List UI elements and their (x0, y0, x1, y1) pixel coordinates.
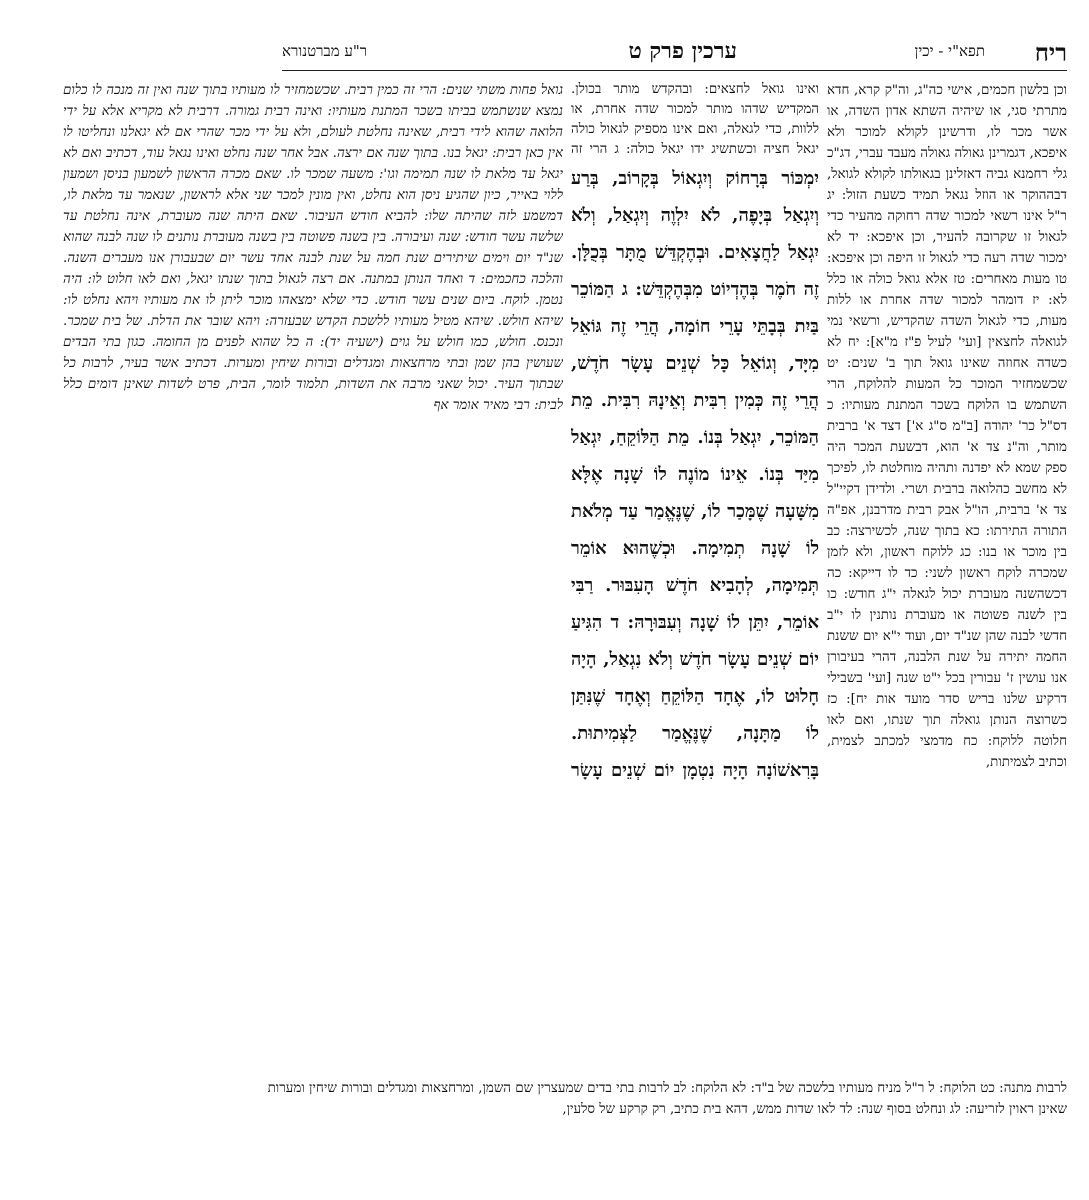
page-number: ריח (1034, 38, 1067, 67)
bottom-right-lines: לרבות מתנה: כט הלוקח: ל ר"ל מניח מעותיו בלשכה של ב"ד: לא הלוקח: לב לרבות בתי בדים שמעצרין שם השמן, ומרחצאות ומגדלים ובורות שיחין ומערות (267, 1081, 1067, 1096)
header-bartenura-label: ר"ע מברטנורא (282, 42, 368, 60)
bottom-full-line: שאינן ראוין לזריעה: לג ונחלט בסוף שנה: לד לאו שדות ממש, דהא בית כתיב, רק קרקע של סלעין, (562, 1102, 1067, 1117)
header-tractate-title: ערכין פרק ט (628, 38, 737, 64)
tiferet-commentary-text: וכן בלשון חכמים, אישי כה"ג, וה"ק קרא, חדא מתרתי סגי, או שיהיה השתא אדון השדה, או אשר מכר לו, ודרשינן לקולא למוכר ולא איפכא, דגמרינן גאולה גאולה מעבד עברי, דג"כ גלי רחמנא גביה דאזלינן בגאולתו לקולא לגואל, דבההוקר או הוזל נגאל תמיד כשעת הזול: יג ר"ל אינו רשאי למכור שדה רחוקה מהעיר כדי לגאול זו שקרובה להעיר, וכן איפכא: יד לא ימכור שדה רעה כדי לגאול זו היפה וכן איפכא: טו מעות מאחרים: טז אלא גואל כולה או כלל לא: יז דומהר למכור שדה אחרת או ללות מעות, כדי לגאול השדה שהקדיש, ורשאי נמי לגואלה לחצאין [ועי' לעיל פ"ז מ"א]: יח לא כשדה אחוזה שאינו גואל תוך ב' שנים: יט שכשמחזיר המוכר כל המעות להלוקח, הרי השתמש בו הלוקח בשכר המתנת מעותיו: כ דס"ל כר' יהודה [ב"מ ס"ג א'] דצד א' ברבית מותר, וה"נ צד א' הוא, דבשעת המכר היה ספק שמא לא יפדנה ותהיה מוחלטת לו, לפיכך לא מחשב כהלואה ברבית ושרי. ולדידן דקיי"ל צד א' ברבית, הו"ל אבק רבית מדרבנן, אפ"ה התורה התירתו: כא בתוך שנה, לכשירצה: כב בין מוכר או בנו: כג ללוקח ראשון, ולא לזמן שמכרה לוקח ראשון לשני: כד לו דייקא: כה דכשהשנה מעוברת יכול לגאלה י"ג חודש: כו בין לשנה פשוטה או מעוברת נותנין לו י"ב חדשי לבנה שהן שנ"ד יום, ועוד י"א יום ששנת החמה יתירה על שנת הלבנה, דהרי בעיבורן אנו עושין ז' עבורין בכל י"ט שנה [ועי' בשבילי דרקיע שלנו בריש סדר מועד אות יח]: כז כשרוצה הנותן גואלה תוך שנתו, ואם לאו חלוטה ללוקח: כח מדמצי למכתב לצמית, וכתיב לצמיתות, (827, 83, 1067, 770)
bartenura-commentary-text: גואל פחות משתי שנים: הרי זה כמין רבית. שכשמחזיר לו מעותיו בתוך שנה ואין זה מנכה לו כלום נמצא שנשתמש בביתו בשכר המתנת מעותיו: ואינה רבית גמורה. דרבית לא מקריא אלא על ידי הלואה שהוא לידי רבית, שאינה נחלטת לעולם, ולא על ידי מכר שהרי אם לא יגאלנו ונחליטו לו אין כאן רבית: יגאל בנו. בתוך שנה אם ירצה. אבל אחר שנה נחלט ואינו נגאל עוד, דכתיב ואם לא יגאל עד מלאת לו שנה תמימה וגו': משעה שמכר לו. שאם מכרה הראשון לשמעון בניסן ושמעון ללוי באייר, כיון שהגיע ניסן הוא נחלט, ואין מונין למכר שני אלא לראשון, שנאמר עד מלאת לו, דמשמע לזה שהיתה שלו: להביא חודש העיבור. שאם היתה שנה מעוברת, אינה נחלטת עד שלשה עשר חודש: שנה ועיבורה. בין בשנה פשוטה בין בשנה מעוברת נותנים לו שנה לבנה שהוא שנ"ד יום וימים שיתירים שנת חמה על שנת לבנה אחד עשר יום שבעבורן אנו מעברים השנה. והלכה כחכמים: ד ואחד הנותן במתנה. אם רצה לגאול בתוך שנתו יגאל, ואם לאו חלוט לו: היה נטמן. לוקח. ביום שנים עשר חודש. כדי שלא ימצאהו מוכר ליתן לו את מעותיו ויהא נחלט לו: שיהא חולש. שיהא מטיל מעותיו ללשכת הקדש שבעזרה: ויהא שובר את הדלת. של בית שמכר. ונכנס. חולש, כמו חולש על גוים (ישעיה יד): ה כל שהוא לפנים מן החומה. כגון בתי הבדים שעושין בהן שמן ובתי מרחצאות ומגדלים ובורות שיחין ומערות. דכתיב אשר בעיר, לרבות כל שבתוך העיר. יכול שאני מרבה את השדות, תלמוד לומר, הבית, פרט לשדות שאינן דומים כלל לבית: רבי מאיר אומר אף (63, 83, 563, 413)
running-header (282, 38, 1067, 68)
tiferet-commentary-column (827, 80, 1067, 820)
bartenura-commentary-column (63, 80, 563, 1080)
bartenura-top-band (571, 80, 819, 160)
header-tiferet-label: תפא"י - יכין (914, 42, 985, 60)
mishna-text: יִמְכּוֹר בְּרָחוֹק וְיִגְאוֹל בְּקָרוֹב, בְּרַע וְיִגְאַל בְּיָפֶה, לֹא יִלְוֶה וְיִגְאַל, וְלֹא יִגְאַל לַחֲצָאִים. וּבְהֶקְדֵּשׁ מֻתָּר בְּכֻלָּן. זֶה חֹמֶר בְּהֶדְיוֹט מִבְּהֶקְדֵּשׁ: ג הַמּוֹכֵר בַּיִת בְּבָתֵּי עָרֵי חוֹמָה, הֲרֵי זֶה גּוֹאֵל מִיָּד, וְגוֹאֵל כָּל שְׁנֵים עָשָׂר חֹדֶשׁ, הֲרֵי זֶה כְּמִין רִבִּית וְאֵינָהּ רִבִּית. מֵת הַמּוֹכֵר, יִגְאַל בְּנוֹ. מֵת הַלּוֹקֵחַ, יִגְאַל מִיַּד בְּנוֹ. אֵינוֹ מוֹנֶה לוֹ שָׁנָה אֶלָּא מִשָּׁעָה שֶׁמָּכַר לוֹ, שֶׁנֶּאֱמַר עַד מְלֹאת לוֹ שָׁנָה תְמִימָה. וּכְשֶׁהוּא אוֹמֵר תְּמִימָה, לְהָבִיא חֹדֶשׁ הָעִבּוּר. רַבִּי אוֹמֵר, יִתֵּן לוֹ שָׁנָה וְעִבּוּרָהּ: ד הִגִּיעַ יוֹם שְׁנֵים עָשָׂר חֹדֶשׁ וְלֹא נִגְאַל, הָיָה חָלוּט לוֹ, אֶחָד הַלּוֹקֵחַ וְאֶחָד שֶׁנִּתַּן לוֹ מַתָּנָה, שֶׁנֶּאֱמַר לַצְּמִיתוּת. בָּרִאשׁוֹנָה הָיָה נִטְמָן יוֹם שְׁנֵים עָשָׂר (571, 168, 819, 780)
bartenura-top-text: ואינו גואל לחצאים: ובהקדש מותר בכולן. המקדיש שדהו מותר למכור שדה אחרת, או ללוות, כדי לגאלה, ואם אינו מספיק לגאול כולה יגאל חציה וכשתשיג ידו יגאל כולה: ג הרי זה (571, 82, 819, 157)
mishna-main-text (571, 160, 819, 780)
header-rule (282, 70, 1067, 71)
bottom-commentary-lines (64, 1078, 1067, 1118)
